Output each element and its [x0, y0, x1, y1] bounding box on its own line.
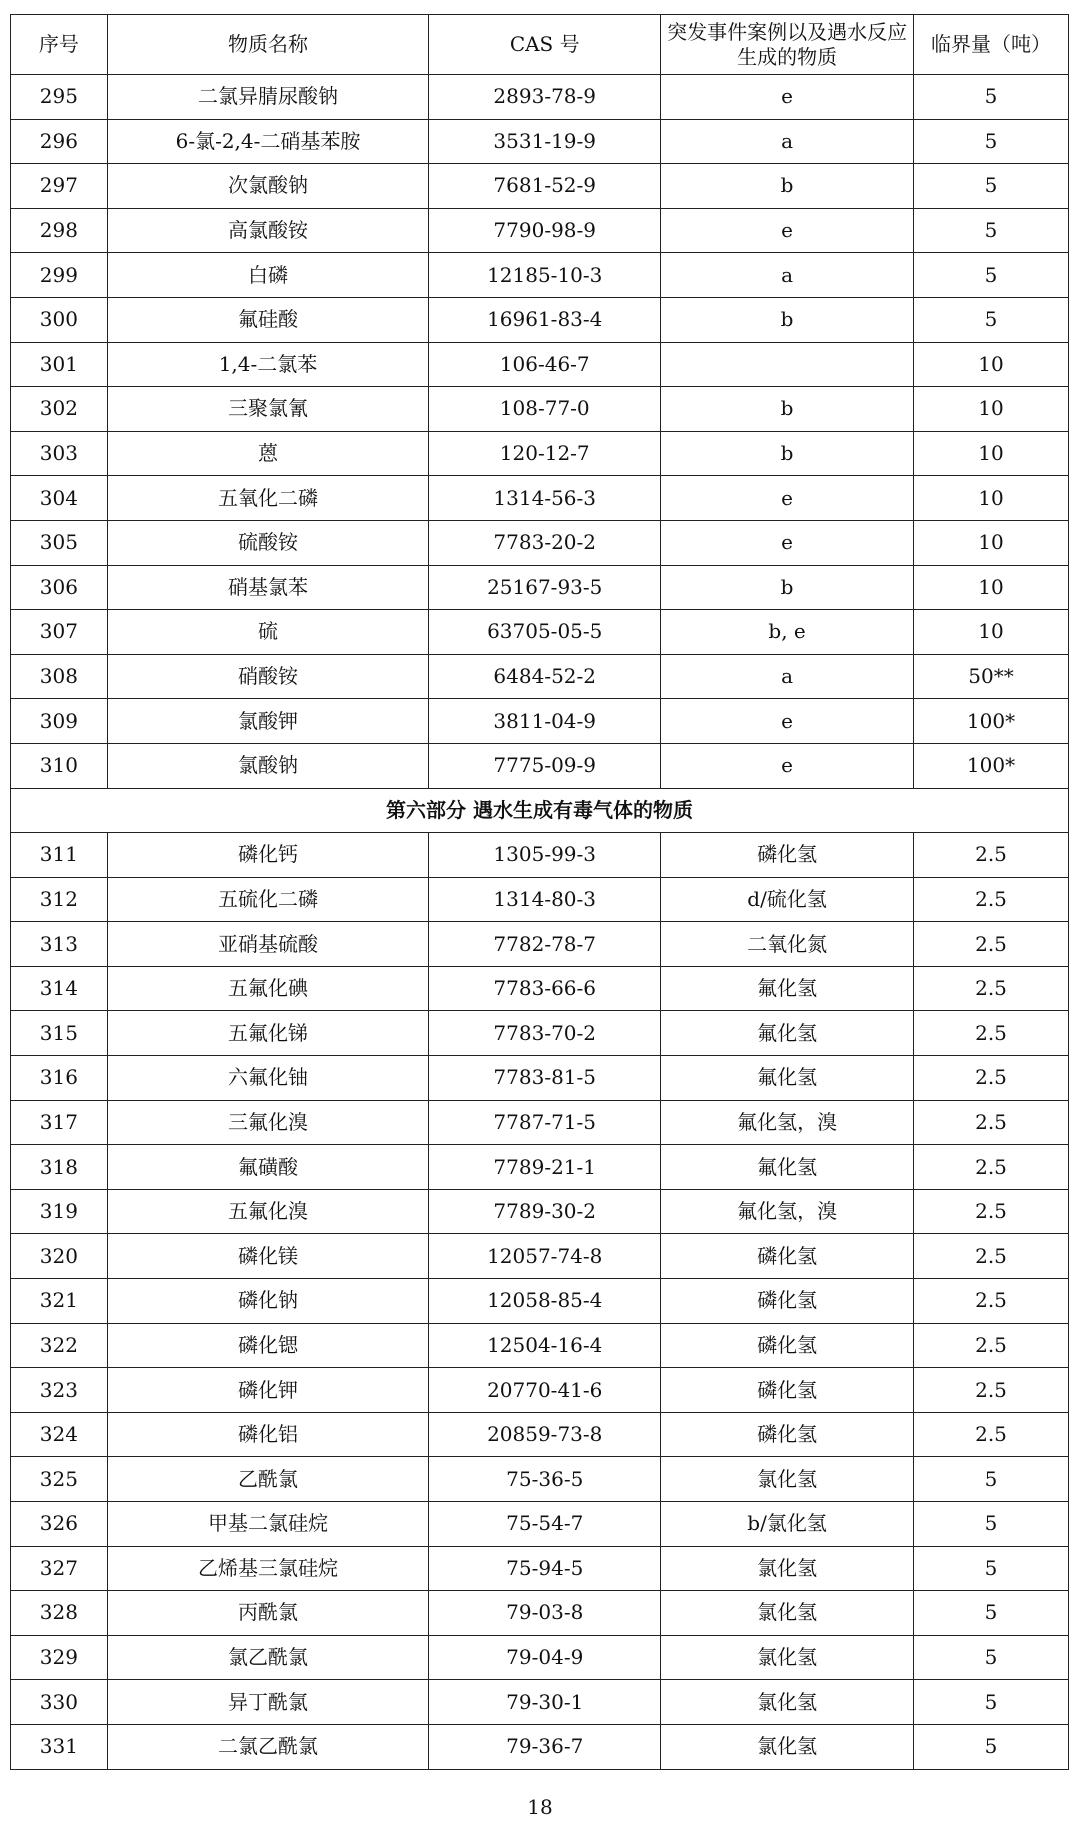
reaction-product-cell: 氯化氢 — [661, 1591, 914, 1636]
threshold-cell: 5 — [914, 1635, 1069, 1680]
substance-name-cell: 6-氯-2,4-二硝基苯胺 — [107, 119, 429, 164]
threshold-cell: 2.5 — [914, 877, 1069, 922]
substance-name-cell: 1,4-二氯苯 — [107, 342, 429, 387]
threshold-cell: 5 — [914, 253, 1069, 298]
reaction-product-cell: a — [661, 119, 914, 164]
cas-no-cell: 12058-85-4 — [429, 1279, 661, 1324]
threshold-cell: 5 — [914, 1724, 1069, 1769]
substance-name-cell: 二氯异腈尿酸钠 — [107, 75, 429, 120]
substance-name-cell: 硝基氯苯 — [107, 565, 429, 610]
threshold-cell: 2.5 — [914, 833, 1069, 878]
header-serial-no: 序号 — [11, 15, 108, 75]
reaction-product-cell: 磷化氢 — [661, 1412, 914, 1457]
serial-no-cell: 313 — [11, 922, 108, 967]
threshold-cell: 100* — [914, 743, 1069, 788]
threshold-cell: 2.5 — [914, 1011, 1069, 1056]
threshold-cell: 5 — [914, 208, 1069, 253]
table-row — [11, 1457, 1069, 1502]
table-row — [11, 610, 1069, 655]
substance-name-cell: 甲基二氯硅烷 — [107, 1502, 429, 1547]
threshold-cell: 10 — [914, 387, 1069, 432]
serial-no-cell: 325 — [11, 1457, 108, 1502]
reaction-product-cell: e — [661, 75, 914, 120]
serial-no-cell: 297 — [11, 164, 108, 209]
cas-no-cell: 12504-16-4 — [429, 1323, 661, 1368]
threshold-cell: 2.5 — [914, 1323, 1069, 1368]
threshold-cell: 2.5 — [914, 966, 1069, 1011]
reaction-product-cell: 磷化氢 — [661, 1368, 914, 1413]
threshold-cell: 2.5 — [914, 1056, 1069, 1101]
reaction-product-cell: 氟化氢，溴 — [661, 1189, 914, 1234]
serial-no-cell: 322 — [11, 1323, 108, 1368]
cas-no-cell: 7783-70-2 — [429, 1011, 661, 1056]
serial-no-cell: 324 — [11, 1412, 108, 1457]
substance-name-cell: 次氯酸钠 — [107, 164, 429, 209]
table-row — [11, 1100, 1069, 1145]
table-row — [11, 1412, 1069, 1457]
substance-name-cell: 六氟化铀 — [107, 1056, 429, 1101]
reaction-product-cell: 氯化氢 — [661, 1724, 914, 1769]
serial-no-cell: 309 — [11, 699, 108, 744]
serial-no-cell: 327 — [11, 1546, 108, 1591]
reaction-product-cell: b — [661, 297, 914, 342]
substance-table — [10, 14, 1069, 1770]
table-row — [11, 1234, 1069, 1279]
cas-no-cell: 120-12-7 — [429, 431, 661, 476]
table-row — [11, 877, 1069, 922]
table-row — [11, 476, 1069, 521]
table-row — [11, 1368, 1069, 1413]
table-row — [11, 75, 1069, 120]
header-reaction-product: 突发事件案例以及遇水反应生成的物质 — [661, 15, 914, 75]
serial-no-cell: 316 — [11, 1056, 108, 1101]
table-row — [11, 387, 1069, 432]
cas-no-cell: 7783-20-2 — [429, 520, 661, 565]
threshold-cell: 2.5 — [914, 1234, 1069, 1279]
cas-no-cell: 16961-83-4 — [429, 297, 661, 342]
threshold-cell: 10 — [914, 565, 1069, 610]
substance-name-cell: 氯乙酰氯 — [107, 1635, 429, 1680]
table-row — [11, 833, 1069, 878]
table-row — [11, 654, 1069, 699]
table-row — [11, 520, 1069, 565]
reaction-product-cell: e — [661, 208, 914, 253]
table-row — [11, 164, 1069, 209]
threshold-cell: 5 — [914, 1546, 1069, 1591]
table-row — [11, 1189, 1069, 1234]
reaction-product-cell: e — [661, 476, 914, 521]
table-row — [11, 699, 1069, 744]
substance-name-cell: 蒽 — [107, 431, 429, 476]
serial-no-cell: 305 — [11, 520, 108, 565]
substance-name-cell: 五氧化二磷 — [107, 476, 429, 521]
threshold-cell: 100* — [914, 699, 1069, 744]
table-body-part1 — [11, 75, 1069, 789]
serial-no-cell: 306 — [11, 565, 108, 610]
threshold-cell: 5 — [914, 119, 1069, 164]
serial-no-cell: 330 — [11, 1680, 108, 1725]
cas-no-cell: 79-04-9 — [429, 1635, 661, 1680]
reaction-product-cell: 二氧化氮 — [661, 922, 914, 967]
serial-no-cell: 308 — [11, 654, 108, 699]
threshold-cell: 2.5 — [914, 1279, 1069, 1324]
reaction-product-cell: 氟化氢 — [661, 966, 914, 1011]
threshold-cell: 5 — [914, 1457, 1069, 1502]
threshold-cell: 5 — [914, 75, 1069, 120]
threshold-cell: 2.5 — [914, 922, 1069, 967]
serial-no-cell: 318 — [11, 1145, 108, 1190]
cas-no-cell: 7775-09-9 — [429, 743, 661, 788]
table-row — [11, 1279, 1069, 1324]
reaction-product-cell: 氟化氢 — [661, 1011, 914, 1056]
table-row — [11, 1591, 1069, 1636]
reaction-product-cell: e — [661, 699, 914, 744]
table-row — [11, 1635, 1069, 1680]
substance-name-cell: 磷化钠 — [107, 1279, 429, 1324]
table-row — [11, 208, 1069, 253]
threshold-cell: 10 — [914, 342, 1069, 387]
serial-no-cell: 295 — [11, 75, 108, 120]
cas-no-cell: 7783-81-5 — [429, 1056, 661, 1101]
cas-no-cell: 1305-99-3 — [429, 833, 661, 878]
reaction-product-cell: 氟化氢 — [661, 1145, 914, 1190]
table-row — [11, 922, 1069, 967]
table-row — [11, 297, 1069, 342]
substance-name-cell: 五氟化碘 — [107, 966, 429, 1011]
serial-no-cell: 329 — [11, 1635, 108, 1680]
header-substance-name: 物质名称 — [107, 15, 429, 75]
serial-no-cell: 331 — [11, 1724, 108, 1769]
serial-no-cell: 304 — [11, 476, 108, 521]
serial-no-cell: 300 — [11, 297, 108, 342]
table-row — [11, 119, 1069, 164]
reaction-product-cell: b — [661, 431, 914, 476]
reaction-product-cell: b — [661, 387, 914, 432]
substance-name-cell: 磷化钾 — [107, 1368, 429, 1413]
serial-no-cell: 319 — [11, 1189, 108, 1234]
substance-name-cell: 异丁酰氯 — [107, 1680, 429, 1725]
reaction-product-cell: 氟化氢 — [661, 1056, 914, 1101]
substance-name-cell: 二氯乙酰氯 — [107, 1724, 429, 1769]
substance-name-cell: 丙酰氯 — [107, 1591, 429, 1636]
threshold-cell: 50** — [914, 654, 1069, 699]
threshold-cell: 5 — [914, 1680, 1069, 1725]
substance-name-cell: 亚硝基硫酸 — [107, 922, 429, 967]
threshold-cell: 5 — [914, 164, 1069, 209]
reaction-product-cell: b/氯化氢 — [661, 1502, 914, 1547]
cas-no-cell: 7787-71-5 — [429, 1100, 661, 1145]
reaction-product-cell: 磷化氢 — [661, 1279, 914, 1324]
substance-name-cell: 氟硅酸 — [107, 297, 429, 342]
cas-no-cell: 7681-52-9 — [429, 164, 661, 209]
reaction-product-cell: b, e — [661, 610, 914, 655]
serial-no-cell: 299 — [11, 253, 108, 298]
serial-no-cell: 317 — [11, 1100, 108, 1145]
page-number: 18 — [527, 1795, 553, 1819]
table-row — [11, 565, 1069, 610]
serial-no-cell: 298 — [11, 208, 108, 253]
table-row — [11, 743, 1069, 788]
substance-name-cell: 硝酸铵 — [107, 654, 429, 699]
threshold-cell: 5 — [914, 1591, 1069, 1636]
reaction-product-cell: a — [661, 253, 914, 298]
reaction-product-cell: 磷化氢 — [661, 1323, 914, 1368]
threshold-cell: 2.5 — [914, 1189, 1069, 1234]
serial-no-cell: 296 — [11, 119, 108, 164]
reaction-product-cell — [661, 342, 914, 387]
cas-no-cell: 20770-41-6 — [429, 1368, 661, 1413]
cas-no-cell: 75-54-7 — [429, 1502, 661, 1547]
table-row — [11, 1546, 1069, 1591]
cas-no-cell: 12057-74-8 — [429, 1234, 661, 1279]
reaction-product-cell: e — [661, 520, 914, 565]
reaction-product-cell: a — [661, 654, 914, 699]
substance-name-cell: 磷化钙 — [107, 833, 429, 878]
table-row — [11, 253, 1069, 298]
substance-name-cell: 氟磺酸 — [107, 1145, 429, 1190]
substance-name-cell: 磷化铝 — [107, 1412, 429, 1457]
threshold-cell: 2.5 — [914, 1100, 1069, 1145]
serial-no-cell: 326 — [11, 1502, 108, 1547]
threshold-cell: 5 — [914, 1502, 1069, 1547]
cas-no-cell: 75-36-5 — [429, 1457, 661, 1502]
table-row — [11, 342, 1069, 387]
reaction-product-cell: b — [661, 565, 914, 610]
substance-name-cell: 三聚氯氰 — [107, 387, 429, 432]
reaction-product-cell: d/硫化氢 — [661, 877, 914, 922]
serial-no-cell: 307 — [11, 610, 108, 655]
cas-no-cell: 25167-93-5 — [429, 565, 661, 610]
cas-no-cell: 7783-66-6 — [429, 966, 661, 1011]
serial-no-cell: 321 — [11, 1279, 108, 1324]
substance-name-cell: 氯酸钠 — [107, 743, 429, 788]
cas-no-cell: 20859-73-8 — [429, 1412, 661, 1457]
cas-no-cell: 106-46-7 — [429, 342, 661, 387]
serial-no-cell: 315 — [11, 1011, 108, 1056]
reaction-product-cell: 氟化氢，溴 — [661, 1100, 914, 1145]
substance-name-cell: 磷化镁 — [107, 1234, 429, 1279]
section-title: 第六部分 遇水生成有毒气体的物质 — [11, 788, 1069, 833]
reaction-product-cell: 磷化氢 — [661, 1234, 914, 1279]
threshold-cell: 5 — [914, 297, 1069, 342]
table-row — [11, 1011, 1069, 1056]
table-row — [11, 1145, 1069, 1190]
cas-no-cell: 3531-19-9 — [429, 119, 661, 164]
serial-no-cell: 323 — [11, 1368, 108, 1413]
serial-no-cell: 312 — [11, 877, 108, 922]
table-header-row — [11, 15, 1069, 75]
cas-no-cell: 79-30-1 — [429, 1680, 661, 1725]
serial-no-cell: 328 — [11, 1591, 108, 1636]
header-cas-no: CAS 号 — [429, 15, 661, 75]
threshold-cell: 10 — [914, 520, 1069, 565]
cas-no-cell: 63705-05-5 — [429, 610, 661, 655]
threshold-cell: 2.5 — [914, 1412, 1069, 1457]
table-row — [11, 1056, 1069, 1101]
cas-no-cell: 2893-78-9 — [429, 75, 661, 120]
table-row — [11, 1680, 1069, 1725]
cas-no-cell: 3811-04-9 — [429, 699, 661, 744]
threshold-cell: 10 — [914, 610, 1069, 655]
substance-name-cell: 氯酸钾 — [107, 699, 429, 744]
serial-no-cell: 302 — [11, 387, 108, 432]
threshold-cell: 10 — [914, 431, 1069, 476]
reaction-product-cell: b — [661, 164, 914, 209]
table-section-header — [11, 788, 1069, 833]
cas-no-cell: 7782-78-7 — [429, 922, 661, 967]
substance-name-cell: 高氯酸铵 — [107, 208, 429, 253]
cas-no-cell: 75-94-5 — [429, 1546, 661, 1591]
reaction-product-cell: 磷化氢 — [661, 833, 914, 878]
substance-name-cell: 磷化锶 — [107, 1323, 429, 1368]
cas-no-cell: 108-77-0 — [429, 387, 661, 432]
substance-name-cell: 硫酸铵 — [107, 520, 429, 565]
header-threshold-quantity: 临界量（吨） — [914, 15, 1069, 75]
serial-no-cell: 311 — [11, 833, 108, 878]
cas-no-cell: 79-36-7 — [429, 1724, 661, 1769]
table-row — [11, 1323, 1069, 1368]
reaction-product-cell: 氯化氢 — [661, 1680, 914, 1725]
serial-no-cell: 303 — [11, 431, 108, 476]
serial-no-cell: 314 — [11, 966, 108, 1011]
reaction-product-cell: 氯化氢 — [661, 1635, 914, 1680]
table-row — [11, 966, 1069, 1011]
substance-name-cell: 五硫化二磷 — [107, 877, 429, 922]
cas-no-cell: 7790-98-9 — [429, 208, 661, 253]
cas-no-cell: 7789-30-2 — [429, 1189, 661, 1234]
serial-no-cell: 310 — [11, 743, 108, 788]
cas-no-cell: 79-03-8 — [429, 1591, 661, 1636]
cas-no-cell: 6484-52-2 — [429, 654, 661, 699]
substance-name-cell: 三氟化溴 — [107, 1100, 429, 1145]
threshold-cell: 2.5 — [914, 1368, 1069, 1413]
substance-name-cell: 乙酰氯 — [107, 1457, 429, 1502]
substance-name-cell: 五氟化锑 — [107, 1011, 429, 1056]
substance-name-cell: 硫 — [107, 610, 429, 655]
threshold-cell: 2.5 — [914, 1145, 1069, 1190]
cas-no-cell: 1314-56-3 — [429, 476, 661, 521]
cas-no-cell: 1314-80-3 — [429, 877, 661, 922]
reaction-product-cell: 氯化氢 — [661, 1546, 914, 1591]
reaction-product-cell: 氯化氢 — [661, 1457, 914, 1502]
table-body-part2 — [11, 833, 1069, 1769]
reaction-product-cell: e — [661, 743, 914, 788]
threshold-cell: 10 — [914, 476, 1069, 521]
substance-name-cell: 乙烯基三氯硅烷 — [107, 1546, 429, 1591]
substance-name-cell: 五氟化溴 — [107, 1189, 429, 1234]
table-row — [11, 1502, 1069, 1547]
serial-no-cell: 320 — [11, 1234, 108, 1279]
cas-no-cell: 12185-10-3 — [429, 253, 661, 298]
section-row — [11, 788, 1069, 833]
table-row — [11, 431, 1069, 476]
table-row — [11, 1724, 1069, 1769]
cas-no-cell: 7789-21-1 — [429, 1145, 661, 1190]
substance-name-cell: 白磷 — [107, 253, 429, 298]
serial-no-cell: 301 — [11, 342, 108, 387]
